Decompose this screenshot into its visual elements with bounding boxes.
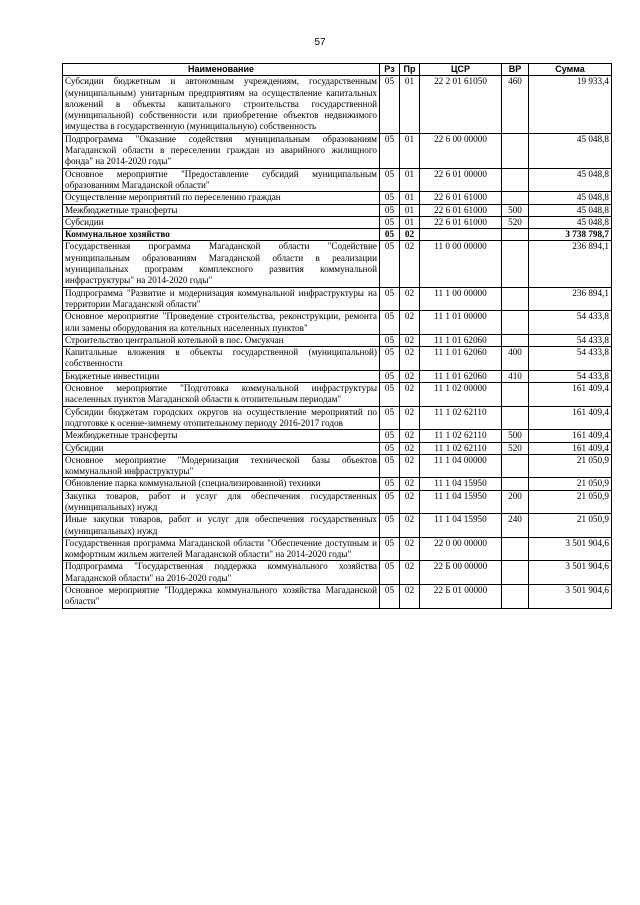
cell-csr: 11 0 00 00000 <box>420 241 502 287</box>
cell-vr <box>502 383 529 407</box>
table-row <box>63 370 612 382</box>
cell-name: Межбюджетные трансферты <box>63 204 380 216</box>
cell-sum: 19 933,4 <box>529 76 612 133</box>
cell-rz: 05 <box>380 241 400 287</box>
cell-pr: 01 <box>400 76 420 133</box>
cell-rz: 05 <box>380 311 400 335</box>
table-row <box>63 216 612 228</box>
table-row <box>63 454 612 478</box>
cell-sum: 45 048,8 <box>529 168 612 192</box>
table-body <box>63 76 612 608</box>
cell-sum: 3 501 904,6 <box>529 585 612 609</box>
cell-name: Государственная программа Магаданской области "Обеспечение доступным и комфортным жильем жителей Магаданской области" на 2014-2020 годы" <box>63 537 380 561</box>
cell-rz: 05 <box>380 442 400 454</box>
cell-name: Основное мероприятие "Модернизация технической базы объектов коммунальной инфраструктуры" <box>63 454 380 478</box>
table-row <box>63 430 612 442</box>
cell-vr <box>502 287 529 311</box>
cell-name: Коммунальное хозяйство <box>63 229 380 241</box>
cell-rz: 05 <box>380 76 400 133</box>
cell-vr: 500 <box>502 430 529 442</box>
cell-name: Основное мероприятие "Проведение строительства, реконструкции, ремонта или замены оборудования на котельных населенных пунктов" <box>63 311 380 335</box>
cell-sum: 21 050,9 <box>529 454 612 478</box>
table-row <box>63 406 612 430</box>
cell-pr: 02 <box>400 561 420 585</box>
cell-sum: 54 433,8 <box>529 370 612 382</box>
cell-pr: 01 <box>400 204 420 216</box>
cell-pr: 02 <box>400 334 420 346</box>
table-row <box>63 383 612 407</box>
cell-name: Подпрограмма "Развитие и модернизация коммунальной инфраструктуры на территории Магаданской области" <box>63 287 380 311</box>
cell-csr: 22 Б 00 00000 <box>420 561 502 585</box>
table-row <box>63 192 612 204</box>
cell-name: Иные закупки товаров, работ и услуг для обеспечения государственных (муниципальных) нужд <box>63 514 380 538</box>
cell-sum: 161 409,4 <box>529 430 612 442</box>
cell-rz: 05 <box>380 287 400 311</box>
table-row <box>63 311 612 335</box>
table-row <box>63 229 612 241</box>
cell-rz: 05 <box>380 168 400 192</box>
table-row <box>63 537 612 561</box>
table-row <box>63 585 612 609</box>
cell-name: Субсидии <box>63 442 380 454</box>
cell-pr: 02 <box>400 514 420 538</box>
cell-pr: 01 <box>400 133 420 168</box>
cell-rz: 05 <box>380 514 400 538</box>
header-pr: Пр <box>400 64 420 76</box>
table-row <box>63 478 612 490</box>
cell-csr: 11 1 04 15950 <box>420 478 502 490</box>
cell-csr: 11 1 02 00000 <box>420 383 502 407</box>
cell-pr: 01 <box>400 216 420 228</box>
cell-rz: 05 <box>380 585 400 609</box>
cell-vr <box>502 192 529 204</box>
cell-csr: 22 6 01 61000 <box>420 216 502 228</box>
cell-vr: 200 <box>502 490 529 514</box>
table-row <box>63 514 612 538</box>
cell-rz: 05 <box>380 490 400 514</box>
cell-csr: 11 1 01 62060 <box>420 334 502 346</box>
cell-csr <box>420 229 502 241</box>
table-row <box>63 168 612 192</box>
table-row <box>63 334 612 346</box>
cell-vr <box>502 334 529 346</box>
cell-name: Государственная программа Магаданской области "Содействие муниципальным образованиям Магаданской области в реализации муниципальных программ комплексного развития коммунальной инфраструктуры" на 2014-2020 годы" <box>63 241 380 287</box>
cell-name: Подпрограмма "Оказание содействия муниципальным образованиям Магаданской области в переселении граждан из аварийного жилищного фонда" на 2014-2020 годы" <box>63 133 380 168</box>
header-vr: ВР <box>502 64 529 76</box>
cell-name: Межбюджетные трансферты <box>63 430 380 442</box>
cell-csr: 11 1 01 62060 <box>420 347 502 371</box>
cell-pr: 02 <box>400 370 420 382</box>
cell-name: Обновление парка коммунальной (специализированной) техники <box>63 478 380 490</box>
cell-csr: 11 1 02 62110 <box>420 442 502 454</box>
cell-csr: 11 1 04 15950 <box>420 490 502 514</box>
header-rz: Рз <box>380 64 400 76</box>
cell-rz: 05 <box>380 537 400 561</box>
cell-csr: 11 1 01 62060 <box>420 370 502 382</box>
cell-csr: 22 6 00 00000 <box>420 133 502 168</box>
cell-name: Подпрограмма "Государственная поддержка коммунального хозяйства Магаданской области" на 2016-2020 годы" <box>63 561 380 585</box>
cell-csr: 22 2 01 61050 <box>420 76 502 133</box>
cell-sum: 236 894,1 <box>529 287 612 311</box>
cell-vr <box>502 537 529 561</box>
cell-rz: 05 <box>380 478 400 490</box>
cell-pr: 02 <box>400 430 420 442</box>
cell-name: Осуществление мероприятий по переселению граждан <box>63 192 380 204</box>
table-row <box>63 76 612 133</box>
cell-name: Бюджетные инвестиции <box>63 370 380 382</box>
cell-rz: 05 <box>380 192 400 204</box>
cell-vr <box>502 585 529 609</box>
cell-pr: 02 <box>400 585 420 609</box>
cell-rz: 05 <box>380 383 400 407</box>
cell-rz: 05 <box>380 430 400 442</box>
cell-name: Субсидии бюджетам городских округов на осуществление мероприятий по подготовке к осенне-зимнему отопительному периоду 2016-2017 годов <box>63 406 380 430</box>
table-row <box>63 347 612 371</box>
cell-vr <box>502 561 529 585</box>
cell-csr: 11 1 02 62110 <box>420 430 502 442</box>
cell-rz: 05 <box>380 454 400 478</box>
cell-pr: 02 <box>400 490 420 514</box>
cell-vr <box>502 406 529 430</box>
cell-sum: 54 433,8 <box>529 311 612 335</box>
cell-vr: 520 <box>502 216 529 228</box>
cell-sum: 3 501 904,6 <box>529 537 612 561</box>
cell-sum: 54 433,8 <box>529 347 612 371</box>
cell-vr: 460 <box>502 76 529 133</box>
cell-pr: 01 <box>400 192 420 204</box>
cell-name: Основное мероприятие "Предоставление субсидий муниципальным образованиям Магаданской области" <box>63 168 380 192</box>
cell-csr: 11 1 02 62110 <box>420 406 502 430</box>
cell-sum: 45 048,8 <box>529 192 612 204</box>
cell-sum: 45 048,8 <box>529 216 612 228</box>
cell-pr: 02 <box>400 406 420 430</box>
cell-sum: 21 050,9 <box>529 514 612 538</box>
cell-rz: 05 <box>380 370 400 382</box>
header-sum: Сумма <box>529 64 612 76</box>
cell-vr: 410 <box>502 370 529 382</box>
table-row <box>63 490 612 514</box>
cell-rz: 05 <box>380 204 400 216</box>
page-number: 57 <box>314 37 326 48</box>
cell-pr: 02 <box>400 442 420 454</box>
cell-pr: 02 <box>400 478 420 490</box>
cell-csr: 22 6 01 61000 <box>420 204 502 216</box>
cell-pr: 02 <box>400 311 420 335</box>
table-row <box>63 442 612 454</box>
cell-sum: 54 433,8 <box>529 334 612 346</box>
cell-sum: 161 409,4 <box>529 383 612 407</box>
cell-name: Строительство центральной котельной в пос. Омсукчан <box>63 334 380 346</box>
cell-vr: 500 <box>502 204 529 216</box>
cell-vr <box>502 454 529 478</box>
budget-table <box>62 63 612 609</box>
cell-pr: 02 <box>400 241 420 287</box>
cell-rz: 05 <box>380 229 400 241</box>
table-header-row <box>63 64 612 76</box>
cell-pr: 02 <box>400 347 420 371</box>
cell-csr: 22 0 00 00000 <box>420 537 502 561</box>
cell-csr: 11 1 04 00000 <box>420 454 502 478</box>
cell-sum: 45 048,8 <box>529 133 612 168</box>
cell-rz: 05 <box>380 406 400 430</box>
cell-name: Субсидии бюджетным и автономным учреждениям, государственным (муниципальным) унитарным предприятиям на осуществление капитальных вложений в объекты капитального строительства государственной (муниципальной) собственности или приобретение объектов недвижимого имущества в государственную (муниципальную) собственность <box>63 76 380 133</box>
cell-csr: 11 1 04 15950 <box>420 514 502 538</box>
cell-rz: 05 <box>380 347 400 371</box>
header-csr: ЦСР <box>420 64 502 76</box>
cell-vr <box>502 311 529 335</box>
cell-name: Субсидии <box>63 216 380 228</box>
cell-csr: 22 Б 01 00000 <box>420 585 502 609</box>
cell-sum: 3 501 904,6 <box>529 561 612 585</box>
cell-vr: 400 <box>502 347 529 371</box>
table-row <box>63 133 612 168</box>
cell-sum: 21 050,9 <box>529 490 612 514</box>
cell-pr: 02 <box>400 454 420 478</box>
cell-sum: 3 738 798,7 <box>529 229 612 241</box>
cell-vr <box>502 229 529 241</box>
cell-csr: 22 6 01 61000 <box>420 192 502 204</box>
cell-sum: 161 409,4 <box>529 406 612 430</box>
cell-csr: 11 1 00 00000 <box>420 287 502 311</box>
cell-vr <box>502 478 529 490</box>
cell-pr: 02 <box>400 287 420 311</box>
table-row <box>63 241 612 287</box>
cell-name: Закупка товаров, работ и услуг для обеспечения государственных (муниципальных) нужд <box>63 490 380 514</box>
cell-pr: 02 <box>400 537 420 561</box>
cell-vr <box>502 241 529 287</box>
cell-pr: 02 <box>400 229 420 241</box>
table-row <box>63 287 612 311</box>
cell-rz: 05 <box>380 561 400 585</box>
cell-vr <box>502 133 529 168</box>
header-name: Наименование <box>63 64 380 76</box>
cell-rz: 05 <box>380 133 400 168</box>
table-row <box>63 561 612 585</box>
cell-sum: 236 894,1 <box>529 241 612 287</box>
cell-csr: 22 6 01 00000 <box>420 168 502 192</box>
table-row <box>63 204 612 216</box>
cell-csr: 11 1 01 00000 <box>420 311 502 335</box>
cell-vr: 240 <box>502 514 529 538</box>
cell-name: Основное мероприятие "Подготовка коммунальной инфраструктуры населенных пунктов Магаданской области к отопительным периодам" <box>63 383 380 407</box>
cell-sum: 21 050,9 <box>529 478 612 490</box>
cell-vr: 520 <box>502 442 529 454</box>
cell-name: Капитальные вложения в объекты государственной (муниципальной) собственности <box>63 347 380 371</box>
cell-sum: 45 048,8 <box>529 204 612 216</box>
cell-rz: 05 <box>380 216 400 228</box>
cell-vr <box>502 168 529 192</box>
cell-pr: 02 <box>400 383 420 407</box>
cell-rz: 05 <box>380 334 400 346</box>
cell-pr: 01 <box>400 168 420 192</box>
cell-name: Основное мероприятие "Поддержка коммунального хозяйства Магаданской области" <box>63 585 380 609</box>
cell-sum: 161 409,4 <box>529 442 612 454</box>
